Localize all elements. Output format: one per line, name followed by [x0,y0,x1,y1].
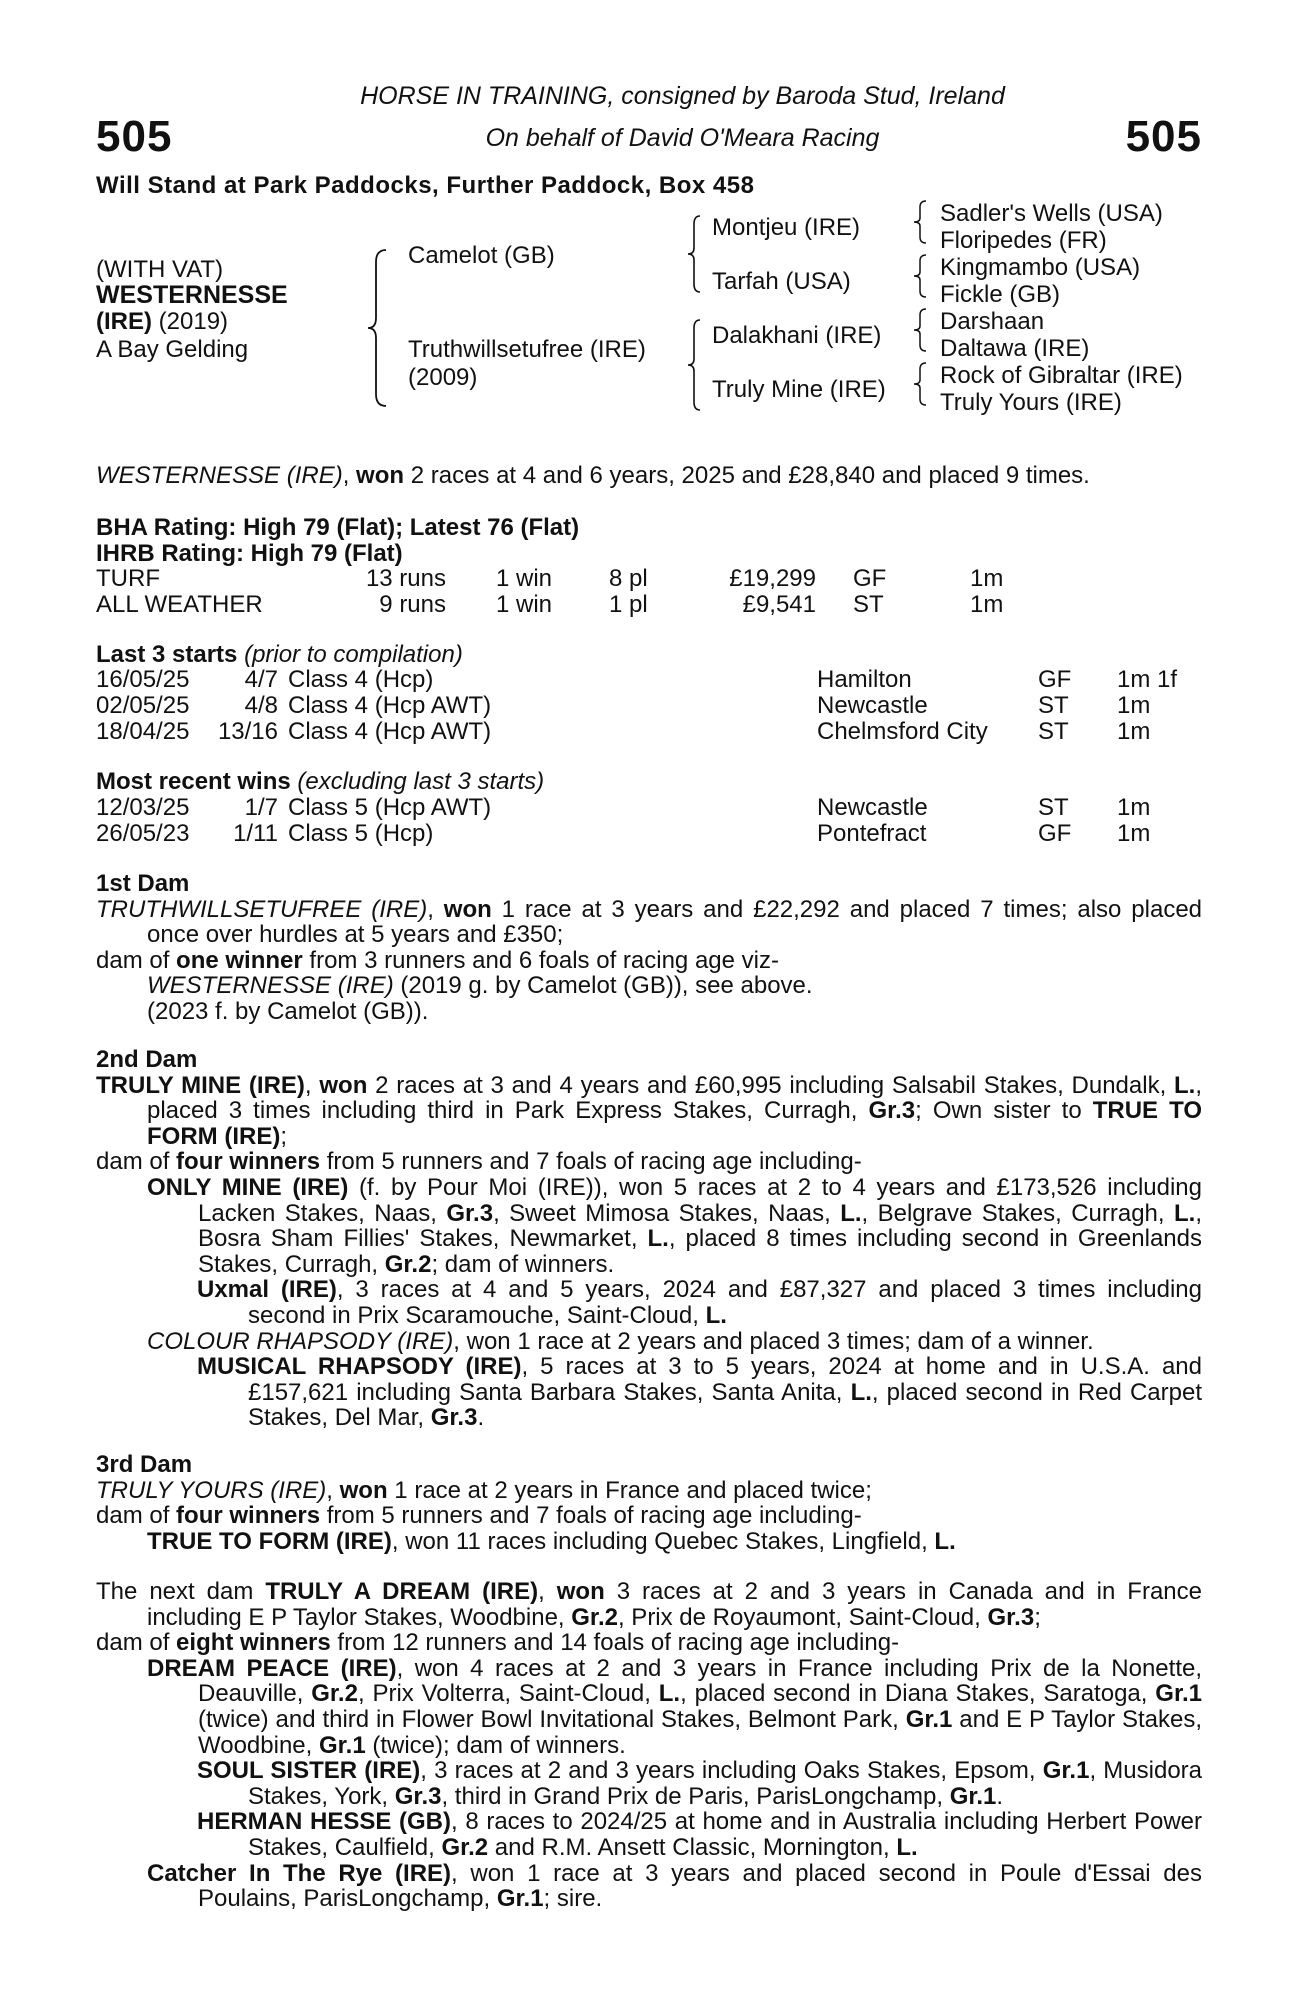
going: GF [853,565,887,592]
t: , [538,1578,557,1605]
horse-name: WESTERNESSE [96,281,288,309]
race-class: Class 4 (Hcp AWT) [288,718,492,745]
pedigree-sss: Sadler's Wells (USA) [940,200,1163,227]
produce-item [96,1277,1202,1328]
course: Hamilton [817,666,912,693]
horse-origin-year [96,308,228,336]
next-dam-record [96,1579,1202,1630]
t: four winners [176,1148,321,1176]
t: eight winners [176,1629,331,1657]
t: from 3 runners and 6 foals of racing age viz- [302,946,779,974]
consignor-line: HORSE IN TRAINING, consigned by Baroda Stud, Ireland [360,82,1005,110]
last3-note: (prior to compilation) [237,641,463,668]
t: . [996,1782,1004,1810]
t: , 5 races at 3 to 5 years, 2024 at home and in U.S.A. and £157,621 including Santa Barbara Stakes, Santa Anita, [248,1353,1202,1406]
produce-item [96,1758,1202,1809]
t: , won 4 races at 2 and 3 years in France including Prix de la Nonette, Deauville, [198,1654,1203,1708]
t: Gr.1 [1155,1680,1202,1708]
position: 1/7 [244,794,278,821]
t: won [319,1071,368,1099]
distance: 1m [970,565,1004,592]
pedigree-dds: Rock of Gibraltar (IRE) [940,362,1183,389]
t: , Musidora Stakes, York, [248,1757,1203,1810]
pedigree-sdd: Fickle (GB) [940,281,1060,308]
pedigree-bracket-ds [912,306,930,354]
t: , Prix de Royaumont, Saint-Cloud, [617,1603,988,1631]
third-dam-heading: 3rd Dam [96,1451,193,1478]
t: TRUE TO FORM (IRE) [147,1527,392,1555]
produce-item [96,973,1202,999]
recent-wins-heading [96,768,544,796]
t: , [326,1476,340,1504]
t: ; [280,1122,287,1150]
going: GF [1038,820,1072,847]
last3-title: Last 3 starts [96,641,238,668]
t: , won 1 race at 2 years and placed 3 times; dam of a winner. [453,1327,1094,1355]
t: Gr.2 [311,1680,358,1708]
pedigree-bracket-sire [686,214,704,294]
pedigree-bracket-ss [912,198,930,246]
t: won [339,1476,388,1504]
pedigree-bracket-main [366,248,390,408]
pedigree-dsd: Daltawa (IRE) [940,335,1090,362]
t: COLOUR RHAPSODY (IRE) [147,1327,454,1355]
t: , placed second in Diana Stakes, Saratoga, [680,1680,1156,1708]
t: , 8 races to 2024/25 at home and in Australia including Herbert Power Stakes, Caulfield, [248,1808,1202,1861]
lot-number-right: 505 [1125,112,1202,161]
t: and E P Taylor Stakes, Woodbine, [198,1705,1203,1759]
t: MUSICAL RHAPSODY (IRE) [197,1353,522,1381]
produce-item: (2023 f. by Camelot (GB)). [147,997,429,1025]
position: 13/16 [217,718,278,745]
t: , 3 races at 4 and 5 years, 2024 and £87,327 and placed 3 times including second in Prix Scaramouche, Saint-Cloud, [248,1276,1202,1329]
date: 18/04/25 [96,718,190,745]
table-row [96,794,1196,820]
third-dam-section [96,1452,1202,1554]
course: Pontefract [817,820,927,847]
surface: TURF [96,565,160,592]
table-row [96,820,1196,846]
t: dam of [96,1502,177,1530]
t: (twice) and third in Flower Bowl Invitational Stakes, Belmont Park, [198,1705,906,1733]
t: (2019 g. by Camelot (GB)), see above. [393,972,813,1000]
produce-item [96,1656,1202,1758]
t: (twice); dam of winners. [365,1731,626,1759]
t: 3 races at 2 and 3 years in Canada and in France including E P Taylor Stakes, Woodbine, [147,1578,1202,1631]
t: and R.M. Ansett Classic, Mornington, [488,1833,897,1861]
t: Gr.1 [496,1885,544,1913]
pedigree-dam-sire: Dalakhani (IRE) [712,322,882,349]
t: from 12 runners and 14 foals of racing age including- [330,1629,900,1657]
t: , Belgrave Stakes, Curragh, [861,1199,1174,1227]
pedigree-sire: Camelot (GB) [408,242,555,269]
dam-name: TRUTHWILLSETUFREE (IRE) [96,895,428,923]
t: Gr.1 [949,1782,997,1810]
t: four winners [176,1502,321,1530]
t: Gr.3 [987,1603,1035,1631]
produce-item [96,1809,1202,1860]
t: Gr.2 [384,1250,432,1278]
race-class: Class 5 (Hcp) [288,820,434,847]
t: L. [896,1833,918,1861]
t: Catcher In The Rye (IRE) [147,1859,452,1887]
t: TRUE TO FORM (IRE) [147,1097,1202,1150]
pedigree-dam-year: (2009) [408,364,478,391]
next-dam-section [96,1579,1202,1912]
pedigree-sds: Kingmambo (USA) [940,254,1141,281]
t: L. [1174,1071,1196,1099]
on-behalf-line: On behalf of David O'Meara Racing [485,124,880,152]
t: ; [1034,1603,1041,1631]
horse-origin: (IRE) [96,308,152,335]
summary-horse-name: WESTERNESSE (IRE) [96,462,343,489]
t: TRULY MINE (IRE) [96,1071,305,1099]
first-dam-produce [96,948,1202,974]
going: ST [1038,692,1069,719]
pedigree-bracket-dd [912,360,930,408]
summary-won: won [356,462,405,489]
race-summary: WESTERNESSE (IRE), won 2 races at 4 and 6 years, 2025 and £28,840 and placed 9 times. [96,462,1090,489]
position: 4/8 [244,692,278,719]
wins: 1 win [496,591,553,618]
t: Gr.3 [868,1097,916,1125]
t: , placed second in Red Carpet Stakes, Del Mar, [248,1378,1202,1432]
going: ST [1038,718,1069,745]
t: TRULY A DREAM (IRE) [265,1578,539,1605]
pedigree-ddd: Truly Yours (IRE) [940,389,1122,416]
course: Newcastle [817,794,928,821]
distance: 1m [970,591,1004,618]
race-class: Class 4 (Hcp AWT) [288,692,492,719]
pedigree-sire-sire: Montjeu (IRE) [712,214,861,241]
sep: , [427,895,444,923]
date: 02/05/25 [96,692,190,719]
course: Chelmsford City [817,718,988,745]
third-dam-produce [96,1503,1202,1529]
first-dam-heading: 1st Dam [96,870,190,897]
race-class: Class 5 (Hcp AWT) [288,794,492,821]
distance: 1m [1117,820,1151,847]
t: dam of [96,1148,177,1176]
distance: 1m 1f [1117,666,1178,693]
position: 1/11 [233,820,278,847]
t: from 5 runners and 7 foals of racing age including- [320,1148,862,1176]
recent-note: (excluding last 3 starts) [290,768,545,795]
t: (f. by Pour Moi (IRE)), won 5 races at 2 to 4 years and £173,526 including Lacken Stakes, Naas, [198,1173,1203,1227]
wins: 1 win [496,565,553,592]
second-dam-record [96,1073,1202,1150]
t: L. [840,1199,862,1227]
prize-money: £9,541 [742,591,816,618]
prize-money: £19,299 [729,565,816,592]
produce-item [96,1529,1202,1555]
lot-number-left: 505 [96,112,173,161]
t: , placed 3 times including third in Park Express Stakes, Curragh, [147,1071,1203,1125]
won: won [443,895,492,923]
t: Gr.2 [571,1603,618,1631]
places: 1 pl [609,591,648,618]
t: L. [658,1680,681,1708]
runs: 13 runs [365,565,446,592]
position: 4/7 [244,666,278,693]
t: , [304,1071,320,1099]
t: The next dam [96,1578,266,1605]
t: . [477,1404,485,1432]
t: Gr.1 [318,1731,366,1759]
next-dam-produce [96,1630,1202,1656]
distance: 1m [1117,794,1151,821]
produce-item [96,1861,1202,1912]
t: ; Own sister to [915,1097,1093,1125]
horse-year: (2019) [152,308,229,335]
going: GF [1038,666,1072,693]
t: , Bosra Sham Fillies' Stakes, Newmarket, [198,1199,1202,1253]
course: Newcastle [817,692,928,719]
produce-item [96,1329,1202,1355]
t: L. [705,1301,727,1329]
t: from 5 runners and 7 foals of racing age including- [320,1502,862,1530]
ihrb-rating: IHRB Rating: High 79 (Flat) [96,540,403,567]
t: won [556,1578,605,1605]
t: ; dam of winners. [431,1250,615,1278]
t: Uxmal (IRE) [197,1276,337,1304]
runs: 9 runs [379,591,446,618]
summary-record: 2 races at 4 and 6 years, 2025 and £28,840 and placed 9 times. [404,462,1090,489]
t: Gr.1 [905,1705,953,1733]
first-dam-record [96,897,1202,948]
pedigree-bracket-dam [686,318,704,412]
table-row [96,565,1196,591]
t: ; sire. [543,1885,603,1913]
table-row [96,718,1196,744]
vat-note: (WITH VAT) [96,256,224,283]
t: ONLY MINE (IRE) [147,1173,349,1201]
t: , won 11 races including Quebec Stakes, Lingfield, [391,1527,935,1555]
second-dam-section [96,1047,1202,1431]
table-row [96,692,1196,718]
race-class: Class 4 (Hcp) [288,666,434,693]
date: 16/05/25 [96,666,190,693]
recent-title: Most recent wins [96,768,291,795]
places: 8 pl [609,565,648,592]
t: , placed 8 times including second in Greenlands Stakes, Curragh, [198,1225,1202,1278]
table-row [96,591,1196,617]
t: DREAM PEACE (IRE) [147,1654,397,1682]
t: WESTERNESSE (IRE) [147,972,394,1000]
t: , won 1 race at 3 years and placed second in Poule d'Essai des Poulains, ParisLongchamp, [198,1859,1202,1913]
distance: 1m [1117,718,1151,745]
pedigree-bracket-sd [912,252,930,300]
t: L. [934,1527,956,1555]
pedigree-ssd: Floripedes (FR) [940,227,1107,254]
surface: ALL WEATHER [96,591,263,618]
t: dam of [96,1629,177,1657]
produce-item [96,1354,1202,1431]
pedigree-sire-dam: Tarfah (USA) [712,268,851,295]
going: ST [853,591,884,618]
table-row [96,666,1196,692]
t: HERMAN HESSE (GB) [197,1808,451,1836]
t: L. [1173,1199,1196,1227]
record-text: 1 race at 3 years and £22,292 and placed 7 times; also placed once over hurdles at 5 years and £350; [147,895,1203,949]
t: SOUL SISTER (IRE) [197,1757,421,1785]
t: one winner [176,946,303,974]
t: , 3 races at 2 and 3 years including Oaks Stakes, Epsom, [420,1757,1043,1785]
t: dam of [96,946,177,974]
produce-item [96,1175,1202,1277]
stand-location: Will Stand at Park Paddocks, Further Paddock, Box 458 [96,172,755,199]
t: , Sweet Mimosa Stakes, Naas, [493,1199,841,1227]
going: ST [1038,794,1069,821]
t: Gr.3 [446,1199,494,1227]
first-dam-section [96,871,1202,1025]
t: L. [647,1225,669,1253]
t: 2 races at 3 and 4 years and £60,995 including Salsabil Stakes, Dundalk, [367,1071,1175,1099]
horse-description: A Bay Gelding [96,336,249,363]
second-dam-heading: 2nd Dam [96,1046,198,1073]
t: L. [850,1378,872,1406]
t: TRULY YOURS (IRE) [96,1476,327,1504]
distance: 1m [1117,692,1151,719]
bha-rating: BHA Rating: High 79 (Flat); Latest 76 (Flat) [96,514,580,541]
second-dam-produce [96,1149,1202,1175]
last3-heading [96,641,463,669]
date: 12/03/25 [96,794,190,821]
t: Gr.3 [430,1404,478,1432]
date: 26/05/23 [96,820,190,847]
third-dam-record [96,1478,1202,1504]
t: 1 race at 2 years in France and placed twice; [387,1476,872,1504]
t: Gr.2 [441,1833,489,1861]
t: , third in Grand Prix de Paris, ParisLongchamp, [441,1782,950,1810]
t: Gr.1 [1042,1757,1090,1785]
t: , Prix Volterra, Saint-Cloud, [357,1680,659,1708]
pedigree-dam-dam: Truly Mine (IRE) [712,376,886,403]
t: Gr.3 [394,1782,442,1810]
pedigree-dss: Darshaan [940,308,1045,335]
pedigree-dam: Truthwillsetufree (IRE) [408,336,646,363]
